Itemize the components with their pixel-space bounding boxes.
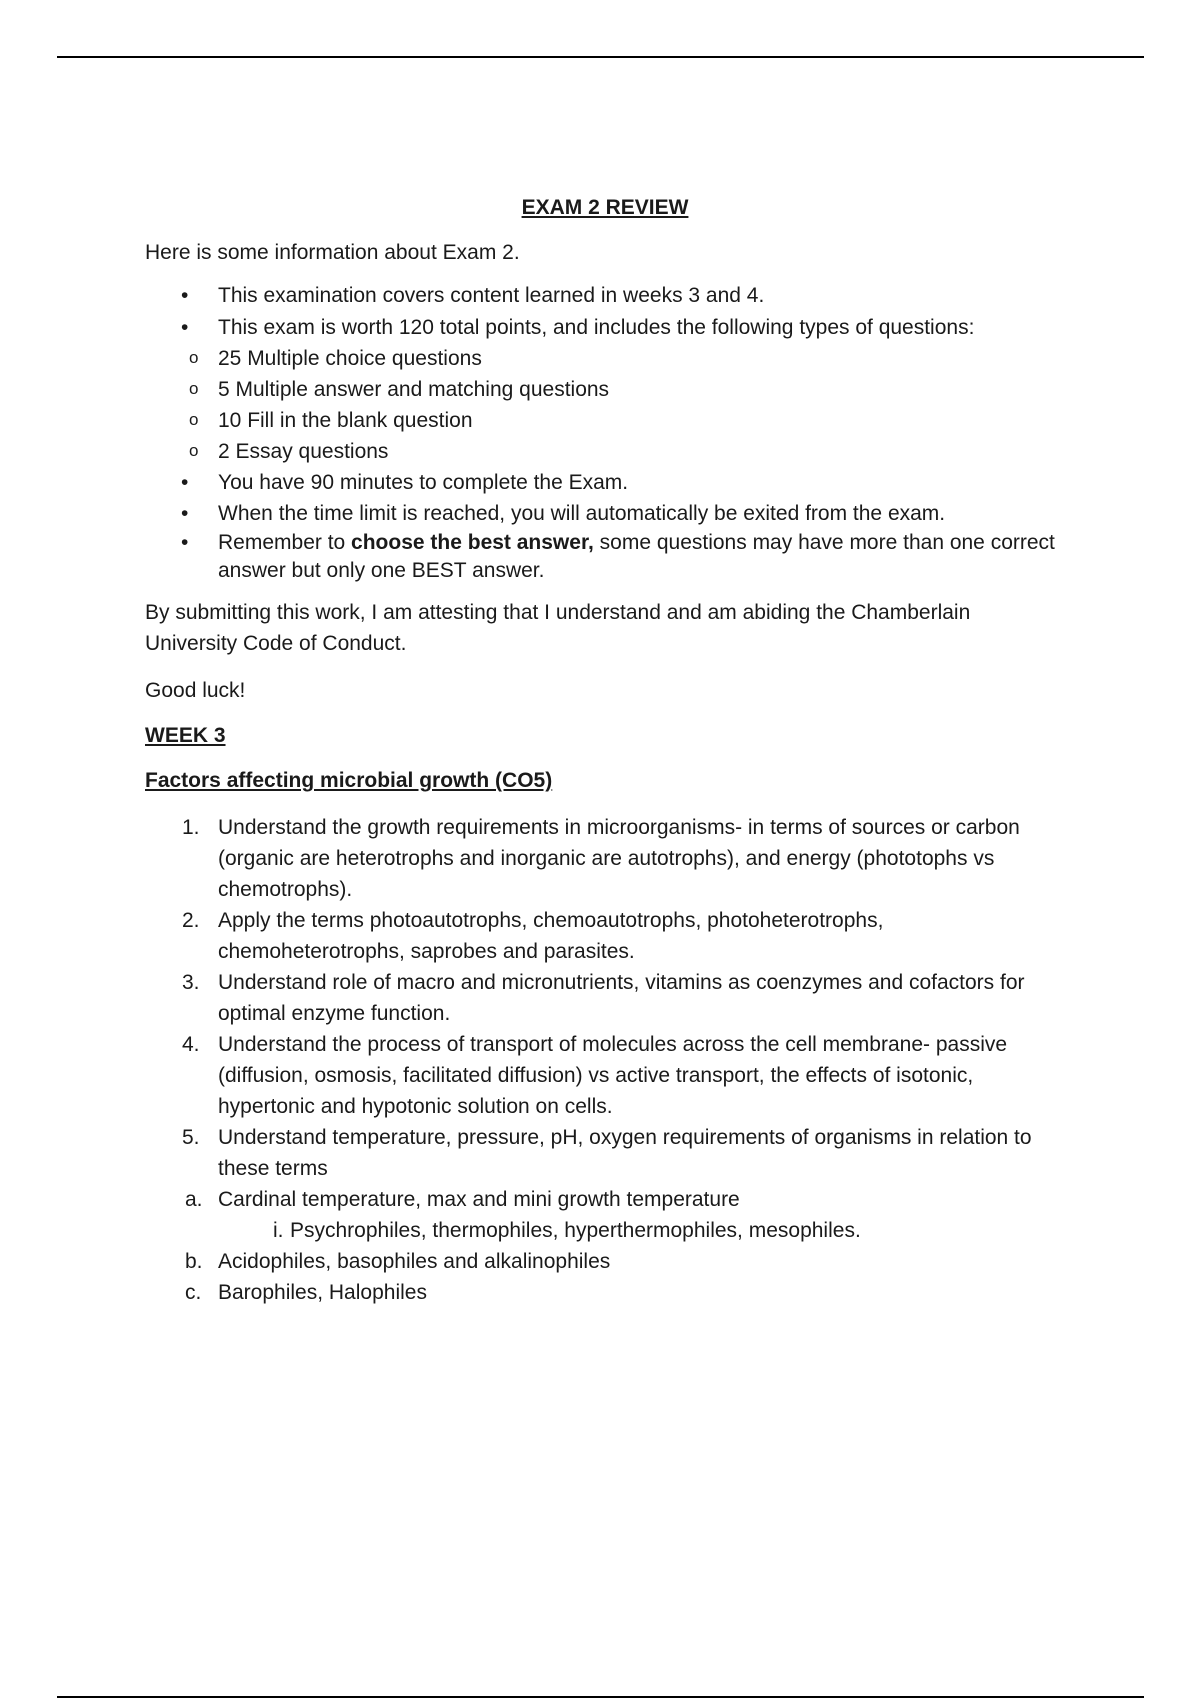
list-item: 4. Understand the process of transport of molecules across the cell membrane- passive (diffusion, osmosis, facilitated diffusion) vs active transport, the effects of isotonic, hypertonic and hypotonic solution on cells. bbox=[182, 1033, 1008, 1118]
objectives-list bbox=[145, 812, 1065, 1308]
list-item: 2. Apply the terms photoautotrophs, chemoautotrophs, photoheterotrophs, chemoheterotrophs, saprobes and parasites. bbox=[182, 909, 884, 963]
roman-items-list bbox=[145, 1215, 1065, 1246]
document-body bbox=[145, 192, 1065, 1308]
week-heading: WEEK 3 bbox=[145, 724, 226, 747]
list-item: i. Psychrophiles, thermophiles, hyperthermophiles, mesophiles. bbox=[273, 1219, 861, 1242]
list-item: b. Acidophiles, basophiles and alkalinophiles bbox=[185, 1250, 611, 1273]
page-title: EXAM 2 REVIEW bbox=[521, 196, 689, 219]
emphasis-text: choose the best answer, bbox=[351, 531, 594, 554]
list-item: • This exam is worth 120 total points, and includes the following types of questions: o 25 Multiple choice questions o 5 Multiple answer and matching questions o 10 Fill in the blank question o 2 Essay questions bbox=[145, 312, 1065, 467]
list-item: 1. Understand the growth requirements in microorganisms- in terms of sources or carbon (organic are heterotrophs and inorganic are autotrophs), and energy (phototophs vs chemotrophs). bbox=[182, 816, 1020, 901]
bottom-rule bbox=[57, 1696, 1144, 1698]
intro-text: Here is some information about Exam 2. bbox=[145, 241, 520, 264]
list-item: • When the time limit is reached, you will automatically be exited from the exam. bbox=[145, 498, 1065, 529]
list-item: 3. Understand role of macro and micronutrients, vitamins as coenzymes and cofactors for optimal enzyme function. bbox=[182, 971, 1025, 1025]
topic-heading: Factors affecting microbial growth (CO5) bbox=[145, 769, 553, 792]
list-item: a. Cardinal temperature, max and mini growth temperature i. Psychrophiles, thermophiles, hyperthermophiles, mesophiles. bbox=[145, 1184, 1065, 1246]
list-item: • Remember to choose the best answer, some questions may have more than one correct answer but only one BEST answer. bbox=[145, 529, 1065, 585]
good-luck-text: Good luck! bbox=[145, 679, 246, 702]
list-item: 5. Understand temperature, pressure, pH, oxygen requirements of organisms in relation to these terms a. Cardinal temperature, max and mini growth temperature i. Psychrophiles, thermophiles, hyperthermophiles, mesophiles. b. Acidophiles, basophiles and alkalinophiles c. Barophiles, Halophiles bbox=[145, 1122, 1065, 1308]
list-item: • You have 90 minutes to complete the Exam. bbox=[145, 467, 1065, 498]
list-item: o 10 Fill in the blank question bbox=[145, 405, 1065, 436]
list-item: o 5 Multiple answer and matching questions bbox=[145, 374, 1065, 405]
list-item: c. Barophiles, Halophiles bbox=[185, 1281, 427, 1304]
list-item: o 25 Multiple choice questions bbox=[145, 343, 1065, 374]
attestation-text: By submitting this work, I am attesting that I understand and am abiding the Chamberlain University Code of Conduct. bbox=[145, 601, 971, 655]
list-item: o 2 Essay questions bbox=[145, 436, 1065, 467]
exam-info-list bbox=[145, 280, 1065, 585]
list-item: • This examination covers content learned in weeks 3 and 4. bbox=[145, 280, 1065, 311]
sub-items-list bbox=[145, 1184, 1065, 1308]
question-types-list bbox=[145, 343, 1065, 467]
top-rule bbox=[57, 56, 1144, 58]
